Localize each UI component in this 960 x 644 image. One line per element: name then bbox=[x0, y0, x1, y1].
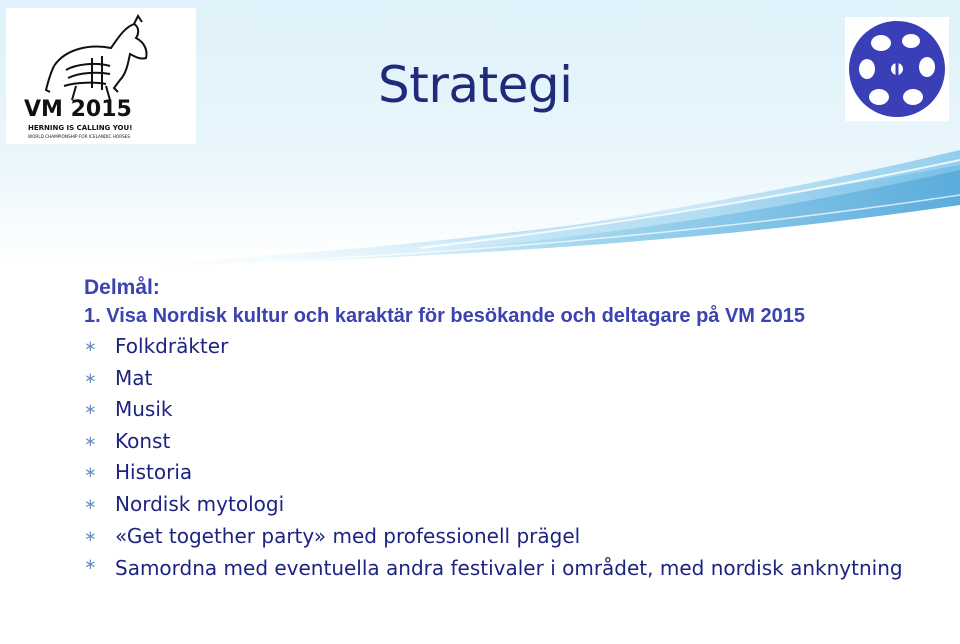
bullet-asterisk-icon: ∗ bbox=[84, 368, 97, 387]
list-item-text: Nordisk mytologi bbox=[115, 491, 285, 516]
list-item-text: Musik bbox=[115, 397, 173, 422]
list-item-text: Konst bbox=[115, 428, 171, 453]
list-item bbox=[84, 457, 924, 489]
list-item bbox=[84, 394, 924, 426]
nordic-emblem-logo bbox=[845, 17, 949, 121]
bullet-asterisk-icon: ∗ bbox=[84, 555, 97, 574]
list-item bbox=[84, 552, 924, 581]
list-item bbox=[84, 521, 924, 553]
list-item bbox=[84, 489, 924, 521]
subheading-delmal: Delmål: bbox=[84, 276, 160, 299]
list-item-text: Historia bbox=[115, 460, 193, 485]
bullet-asterisk-icon: ∗ bbox=[84, 400, 97, 419]
bullet-list bbox=[84, 331, 924, 581]
bullet-asterisk-icon: ∗ bbox=[84, 337, 97, 355]
list-item-text: Mat bbox=[115, 365, 153, 390]
goal-text: 1. Visa Nordisk kultur och karaktär för besökande och deltagare på VM 2015 bbox=[84, 305, 806, 327]
slide-title: Strategi bbox=[378, 56, 573, 114]
bullet-asterisk-icon: ∗ bbox=[84, 494, 97, 513]
list-item bbox=[84, 363, 924, 395]
bullet-asterisk-icon: ∗ bbox=[84, 526, 97, 545]
vm2015-logo bbox=[6, 8, 196, 144]
bullet-asterisk-icon: ∗ bbox=[84, 431, 97, 450]
list-item-text: «Get together party» med professionell prägel bbox=[115, 523, 581, 548]
list-item-text: Samordna med eventuella andra festivaler i området, med nordisk anknytning bbox=[115, 556, 903, 581]
horse-logo-icon bbox=[6, 8, 196, 144]
list-item bbox=[84, 331, 924, 363]
logo-vm2015-text: VM 2015 bbox=[24, 97, 132, 122]
logo-small-text: WORLD CHAMPIONSHIP FOR ICELANDIC HORSES bbox=[28, 134, 131, 139]
slide-body bbox=[84, 276, 924, 581]
logo-slogan-text: HERNING IS CALLING YOU! bbox=[28, 124, 133, 132]
emblem-icon bbox=[845, 17, 949, 121]
list-item-text: Folkdräkter bbox=[115, 334, 229, 358]
bullet-asterisk-icon: ∗ bbox=[84, 463, 97, 482]
list-item bbox=[84, 426, 924, 458]
